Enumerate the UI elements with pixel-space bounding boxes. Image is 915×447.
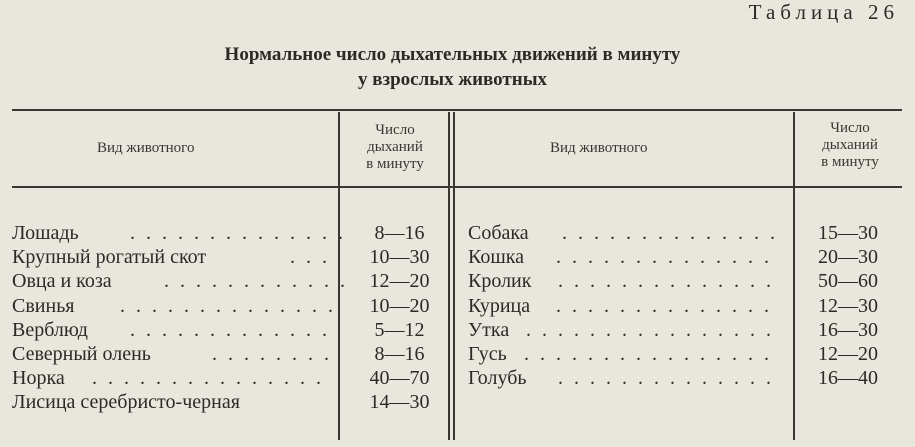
table-number-label: Таблица 26 — [748, 0, 899, 24]
header-rate-line-1: Число — [830, 120, 870, 136]
animal-name: Гусь — [468, 342, 507, 365]
leader-dots: . . . . . . . . . . . . . . — [556, 294, 772, 317]
table-row — [12, 221, 452, 245]
rate-value: 8—16 — [374, 342, 425, 365]
animal-name: Голубь — [468, 367, 527, 390]
table-row — [12, 342, 452, 366]
leader-dots: . . . . . . . . . . . . . . — [558, 367, 774, 390]
header-animal-right: Вид животного — [550, 140, 648, 156]
center-double-divider-b — [453, 112, 455, 440]
left-table-body — [12, 221, 452, 415]
animal-name: Норка — [12, 367, 65, 390]
top-rule — [12, 109, 902, 111]
leader-dots: . . . . . . . . . . . . — [164, 270, 348, 293]
leader-dots: . . . . . . . . . . . . . . . — [92, 367, 324, 390]
leader-dots: . . . . . . . . . . . . . . — [562, 222, 778, 244]
animal-name: Верблюд — [12, 318, 88, 341]
leader-dots: . . . — [290, 246, 330, 269]
table-row — [12, 269, 452, 293]
header-rate-left — [345, 122, 445, 173]
table-row — [468, 294, 908, 318]
rate-value: 14—30 — [369, 391, 430, 414]
rate-value: 50—60 — [818, 270, 878, 293]
leader-dots: . . . . . . . . . . . . . . — [130, 222, 346, 244]
leader-dots: . . . . . . . . . . . . . . — [558, 270, 774, 293]
rate-value: 16—30 — [818, 318, 878, 341]
rate-value: 16—40 — [818, 367, 878, 390]
rate-value: 8—16 — [374, 222, 425, 244]
table-row — [12, 294, 452, 318]
rate-value: 10—20 — [369, 294, 430, 317]
header-rate-line-3: в минуту — [366, 156, 424, 172]
leader-dots: . . . . . . . . . . . . . . . . — [524, 342, 772, 365]
animal-name: Овца и коза — [12, 270, 112, 293]
animal-name: Лисица серебристо-черная — [12, 391, 240, 414]
table-row — [468, 342, 908, 366]
animal-name: Кролик — [468, 270, 532, 293]
header-rate-line-3: в минуту — [821, 154, 879, 170]
table-title-line-1: Нормальное число дыхательных движений в минуту — [224, 44, 681, 65]
rate-value: 15—30 — [818, 222, 878, 244]
animal-name: Собака — [468, 222, 529, 244]
table-row — [12, 245, 452, 269]
rate-value: 12—20 — [818, 342, 878, 365]
rate-value: 12—30 — [818, 294, 878, 317]
header-animal-left: Вид животного — [97, 140, 195, 156]
table-row — [12, 366, 452, 390]
header-rate-line-2: дыханий — [822, 137, 878, 153]
table-row — [468, 221, 908, 245]
animal-name: Курица — [468, 294, 531, 317]
right-table-body — [468, 221, 908, 390]
rate-value: 40—70 — [369, 367, 430, 390]
animal-name: Кошка — [468, 246, 525, 269]
animal-name: Лошадь — [12, 222, 79, 244]
header-rate-line-2: дыханий — [367, 139, 423, 155]
header-bottom-rule — [12, 186, 902, 188]
leader-dots: . . . . . . . . — [212, 342, 332, 365]
animal-name: Северный олень — [12, 342, 151, 365]
animal-name: Свинья — [12, 294, 75, 317]
leader-dots: . . . . . . . . . . . . . . . . — [526, 318, 774, 341]
animal-name: Крупный рогатый скот — [12, 246, 207, 269]
table-row — [468, 245, 908, 269]
leader-dots: . . . . . . . . . . . . . — [130, 318, 330, 341]
rate-value: 20—30 — [818, 246, 878, 269]
rate-value: 5—12 — [374, 318, 425, 341]
animal-name: Утка — [468, 318, 510, 341]
header-rate-right — [800, 120, 900, 171]
rate-value: 12—20 — [369, 270, 430, 293]
table-row — [12, 318, 452, 342]
table-row — [468, 318, 908, 342]
rate-value: 10—30 — [369, 246, 430, 269]
header-rate-line-1: Число — [375, 122, 415, 138]
table-row — [468, 269, 908, 293]
table-row — [468, 366, 908, 390]
table-row — [12, 390, 452, 414]
leader-dots: . . . . . . . . . . . . . . — [120, 294, 336, 317]
table-title-line-2: у взрослых животных — [357, 69, 548, 90]
leader-dots: . . . . . . . . . . . . . . — [556, 246, 772, 269]
